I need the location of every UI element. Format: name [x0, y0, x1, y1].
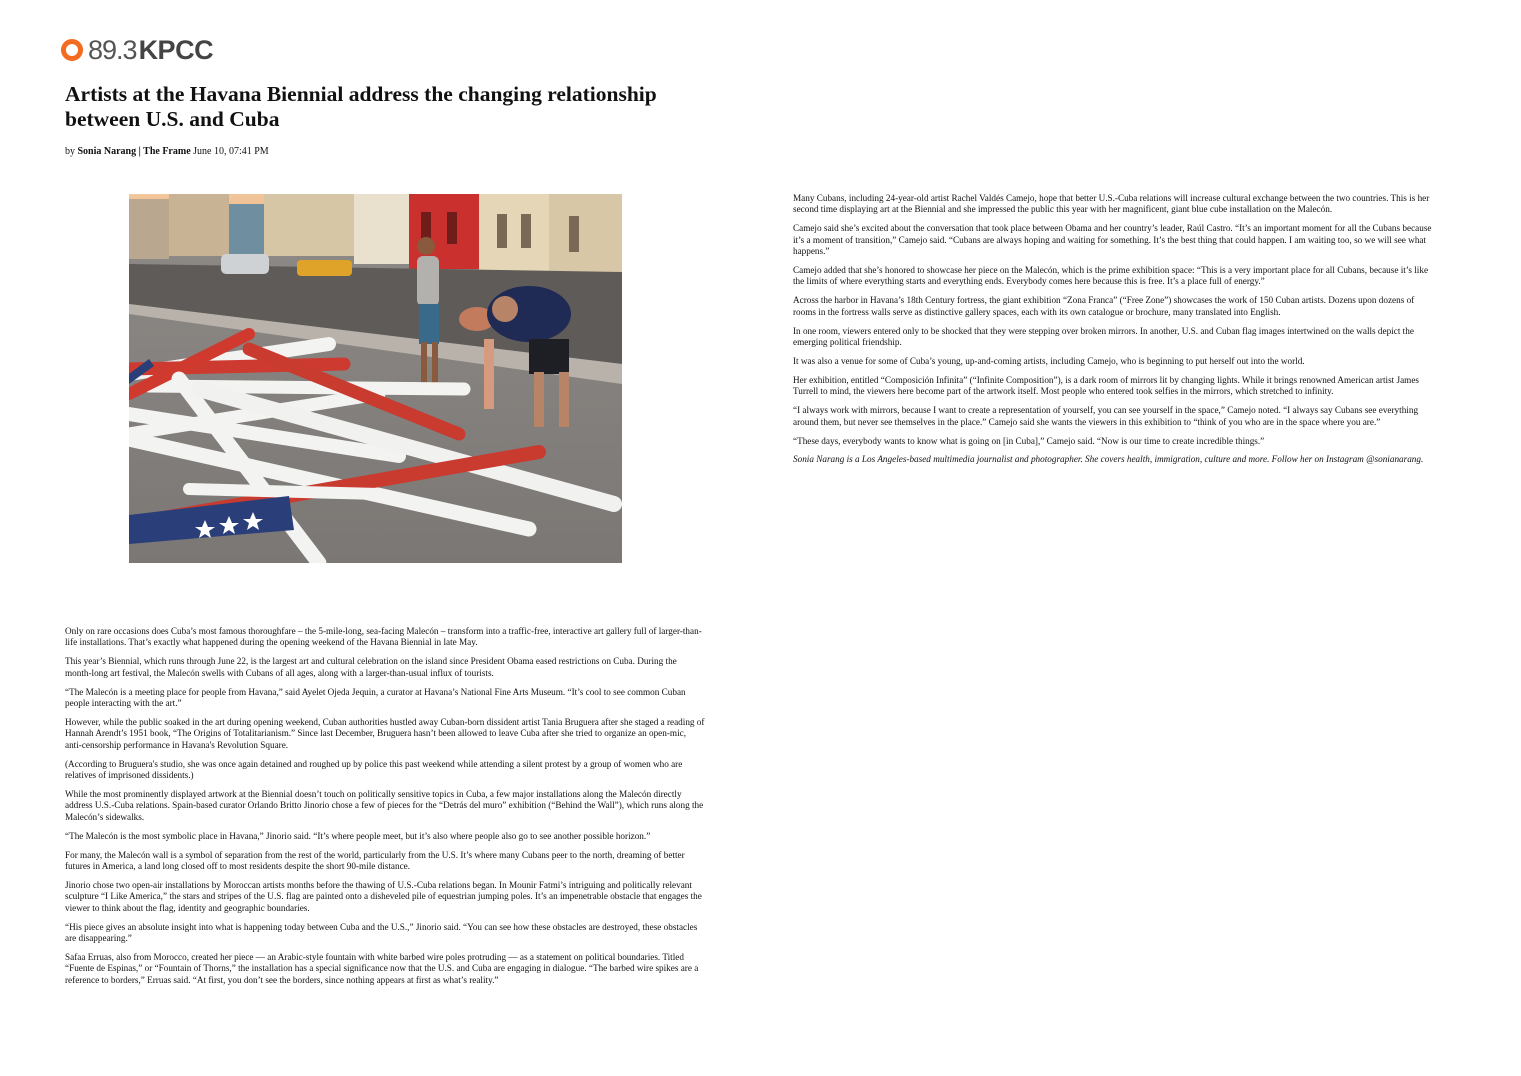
byline-by: by [65, 146, 75, 157]
body-paragraph: “The Malecón is the most symbolic place in Havana,” Jinorio said. “It’s where people meet, but it’s also where people also go to see another possible horizon.” [65, 830, 651, 841]
body-paragraph: Her exhibition, entitled “Composición Infinita” (“Infinite Composition”), is a dark room of mirrors lit by changing lights. While it brings renowned American artist James Turrell to mind, the viewers here become part of the artwork itself. Most people who entered took selfies in the mirrors, which stretched to infinity. [793, 374, 1419, 397]
body-paragraph: Camejo added that she’s honored to showcase her piece on the Malecón, which is the prime exhibition space: “This is a very important place for all Cubans, because it’s like the limits of where everything starts and everything ends. Everybody comes here because this is free. It’s a place full of energy.” [793, 265, 1429, 287]
byline [65, 146, 269, 157]
body-paragraph: It was also a venue for some of Cuba’s young, up-and-coming artists, including Camejo, who is beginning to put herself out into the world. [793, 355, 1305, 366]
article-title: Artists at the Havana Biennial address the changing relationship between U.S. and Cuba [65, 82, 657, 131]
body-paragraph: “I always work with mirrors, because I want to create a representation of yourself, you can see yourself in the space,” Camejo noted. “I always say Cubans see everything around them, but never see themselves in the place.” Camejo said she wants the viewers in this exhibition to “think of you who are in the space where you are.” [793, 405, 1419, 427]
body-paragraph: For many, the Malecón wall is a symbol of separation from the rest of the world, particularly from the U.S. It’s where many Cubans peer to the north, dreaming of better futures in America, a land long closed off to most residents despite the short 90-mile distance. [65, 849, 685, 871]
logo-callsign: KPCC [138, 34, 214, 65]
body-paragraph: Safaa Erruas, also from Morocco, created her piece — an Arabic-style fountain with white barbed wire poles protruding — as a statement on political boundaries. Titled “Fuente de Espinas,” or “Fountain of Thorns,” the installation has a special significance now that the U.S. and Cuba are engaging in dialogue. “The barbed wire spikes are a reference to borders,” Erruas said. “At first, you don’t see the borders, since nothing appears at first as what’s reality.” [65, 951, 699, 985]
author-bio: Sonia Narang is a Los Angeles-based multimedia journalist and photographer. She covers health, immigration, culture and more. Follow her on Instagram @sonianarang. [793, 454, 1424, 465]
body-paragraph: “The Malecón is a meeting place for people from Havana,” said Ayelet Ojeda Jequin, a curator at Havana’s National Fine Arts Museum. “It’s cool to see common Cuban people interacting with the art.” [65, 686, 686, 709]
byline-author[interactable]: Sonia Narang | The Frame [77, 146, 191, 157]
byline-date: June 10, 07:41 PM [193, 146, 269, 157]
body-paragraph: While the most prominently displayed artwork at the Biennial doesn’t touch on politically sensitive topics in Cuba, a few major installations along the Malecón directly address U.S.-Cuba relations. Spain-based curator Orlando Britto Jinorio chose a few of pieces for the “Detrás del muro” exhibition (“Behind the Wall”), which runs along the Malecón’s sidewalks. [65, 788, 704, 822]
body-paragraph: Across the harbor in Havana’s 18th Century fortress, the giant exhibition “Zona Franca” (“Free Zone”) showcases the work of 150 Cuban artists. Dozens upon dozens of rooms in the fortress walls serve as distinctive gallery spaces, each with its own catalogue or brochure, many translated into English. [793, 295, 1415, 317]
article-body-left [65, 626, 705, 994]
body-paragraph: However, while the public soaked in the art during opening weekend, Cuban authorities hustled away Cuban-born dissident artist Tania Bruguera after she staged a reading of Hannah Arendt’s 1951 book, “The Origins of Totalitarianism.” Since last December, Bruguera hasn’t been allowed to leave Cuba after she tried to organize an open-mic, anti-censorship performance in Havana's Revolution Square. [65, 716, 705, 750]
kpcc-logo[interactable] [61, 36, 213, 64]
body-paragraph: “His piece gives an absolute insight into what is happening today between Cuba and the U.S.,” Jinorio said. “You can see how these obstacles are destroyed, these obstacles are disappearing.” [65, 921, 698, 944]
article-photo [129, 194, 622, 563]
body-paragraph: Many Cubans, including 24-year-old artist Rachel Valdés Camejo, hope that better U.S.-Cuba relations will increase cultural exchange between the two countries. This is her second time displaying art at the Biennial and she impressed the public this year with her magnificent, giant blue cube installation on the Malecón. [793, 193, 1430, 215]
body-paragraph: “These days, everybody wants to know what is going on [in Cuba],” Camejo said. “Now is our time to create incredible things.” [793, 435, 1265, 446]
body-paragraph: Camejo said she’s excited about the conversation that took place between Obama and her country’s leader, Raúl Castro. “It’s an important moment for all the Cubans because it’s a moment of transition,” Camejo said. “Cubans are always hoping and waiting for something. It’s the best thing that could happen. I am waiting too, so we will see what happens.” [793, 223, 1432, 257]
body-paragraph: In one room, viewers entered only to be shocked that they were stepping over broken mirrors. In another, U.S. and Cuban flag images intertwined on the walls depict the emerging political friendship. [793, 325, 1414, 348]
body-paragraph: (According to Bruguera's studio, she was once again detained and roughed up by police this past weekend while attending a silent protest by a group of women who are relatives of imprisoned dissidents.) [65, 758, 683, 781]
body-paragraph: This year’s Biennial, which runs through June 22, is the largest art and cultural celebration on the island since President Obama eased restrictions on Cuba. During the month-long art festival, the Malecón swells with Cubans of all ages, along with a larger-than-usual influx of tourists. [65, 656, 677, 678]
kpcc-ring-icon [61, 39, 83, 61]
article-body-right [793, 193, 1433, 473]
body-paragraph: Only on rare occasions does Cuba’s most famous thoroughfare – the 5-mile-long, sea-facing Malecón – transform into a traffic-free, interactive art gallery full of larger-than-life installations. That’s exactly what happened during the opening weekend of the Havana Biennial in late May. [65, 626, 702, 648]
photo-illustration [129, 194, 622, 563]
logo-frequency: 89.3 [88, 34, 137, 65]
body-paragraph: Jinorio chose two open-air installations by Moroccan artists months before the thawing of U.S.-Cuba relations began. In Mounir Fatmi’s intriguing and politically relevant sculpture “I Like America,” the stars and stripes of the U.S. flag are painted onto a disheveled pile of equestrian jumping poles. It’s an impenetrable obstacle that engages the viewer to think about the flag, identity and geographic boundaries. [65, 879, 702, 913]
